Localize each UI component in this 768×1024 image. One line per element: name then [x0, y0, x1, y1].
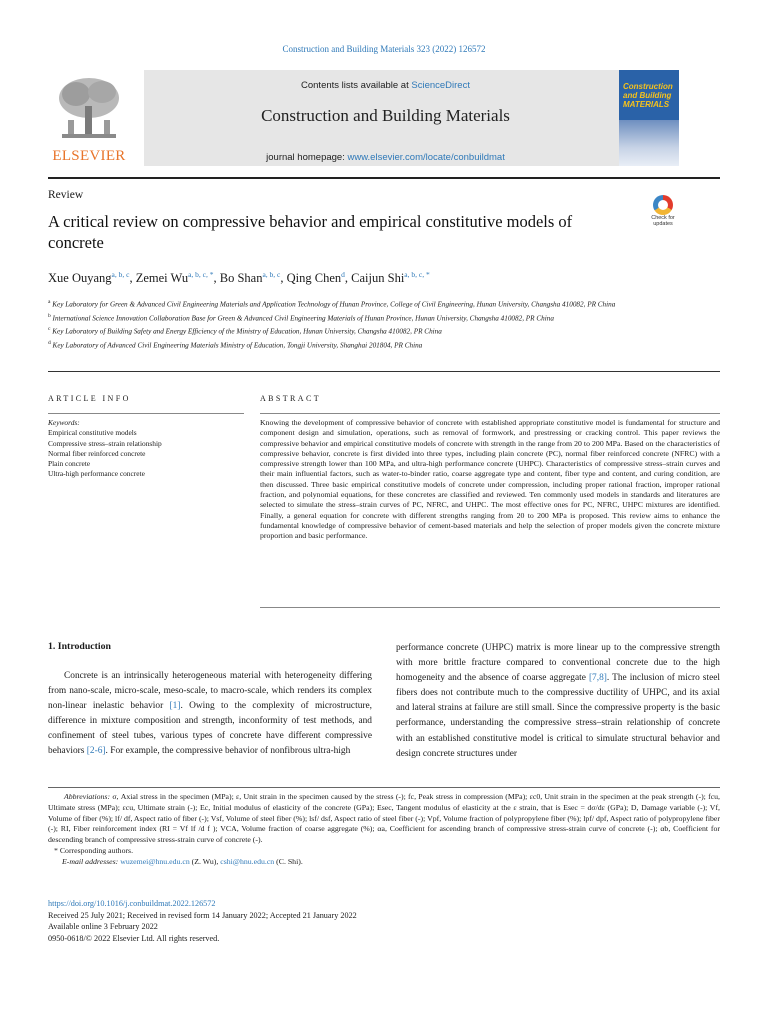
- reference-link[interactable]: [2-6]: [86, 746, 106, 757]
- cover-title-line3: MATERIALS: [623, 100, 670, 109]
- crossmark-icon: [653, 195, 673, 215]
- keyword-item[interactable]: Empirical constitutive models: [48, 428, 137, 438]
- publication-info: [48, 898, 720, 944]
- online-date: Available online 3 February 2022: [48, 922, 158, 932]
- homepage-link[interactable]: www.elsevier.com/locate/conbuildmat: [347, 152, 505, 163]
- elsevier-tree-icon: [54, 72, 124, 144]
- abstract-heading: ABSTRACT: [260, 394, 321, 403]
- affiliation-text: Key Laboratory for Green & Advanced Civil Engineering Materials and Application Technology of Hunan Province, College of Civil Engineering, Hunan University, Changsha 410082, PR China: [52, 300, 616, 309]
- article-info-divider: [48, 413, 244, 414]
- author-affiliation-marker[interactable]: a, b, c, *: [404, 270, 430, 279]
- affiliation-list: [48, 297, 688, 351]
- body-column-left: [48, 669, 372, 760]
- author-name[interactable]: Zemei Wu: [135, 271, 189, 286]
- affiliation-label: c: [48, 326, 51, 333]
- email-footnote: [48, 857, 720, 868]
- body-text: performance concrete (UHPC) matrix is more linear up to the compressive strength with more brittle fracture compared to conventional concrete due to the high homogeneity and the absence of coarse aggregate: [396, 643, 720, 684]
- section-heading-introduction: 1. Introduction: [48, 641, 111, 652]
- masthead-divider: [48, 177, 720, 179]
- contents-prefix: Contents lists available at: [301, 80, 412, 91]
- affiliation-item: [48, 338, 688, 351]
- keywords-label: Keywords:: [48, 418, 80, 427]
- abstract-divider: [260, 413, 720, 414]
- journal-citation-link[interactable]: Construction and Building Materials 323 (2022) 126572: [282, 44, 486, 54]
- author-list: Xue Ouyang$^{a, b, c}$, Zemei $Wu^{a, b, c, *}$, Bo Shan$^{a, b, c}$, Qing Chen$^d$, Caijun Shi$^{a, b, c, *}$: [48, 270, 430, 286]
- journal-info-band: [144, 70, 627, 166]
- email-owner-wu: (Z. Wu),: [189, 856, 221, 866]
- email-link-shi[interactable]: cshi@hnu.edu.cn: [220, 856, 275, 866]
- abbreviations-label: Abbreviations:: [64, 792, 111, 801]
- body-text: . The inclusion of micro steel fibers does not contribute much to the compressive ductility of UHPC, and its axial and lateral strains at failure are still small. Since the compressive property is the basic performance, understanding the compressive stress–strain relationship of concrete with an established constitutive model is critical to simulate structural behavior and design concrete structures under: [396, 673, 720, 759]
- journal-masthead: [48, 70, 720, 170]
- abstract-end-divider: [260, 607, 720, 608]
- affiliation-item: [48, 297, 688, 310]
- article-info-top-divider: [48, 371, 720, 372]
- author-affiliation-marker[interactable]: a, b, c: [262, 270, 281, 279]
- keywords-block: [48, 418, 244, 480]
- author-name[interactable]: Qing Chen: [286, 271, 342, 286]
- article-info-heading: ARTICLE INFO: [48, 394, 131, 403]
- affiliation-label: b: [48, 312, 51, 319]
- corresponding-authors-note: * Corresponding authors.: [54, 845, 134, 855]
- affiliation-label: a: [48, 299, 51, 305]
- cover-title-line1: Construction: [623, 82, 673, 91]
- reference-link[interactable]: [7,8]: [588, 673, 607, 684]
- article-type: Review: [48, 189, 84, 201]
- affiliation-item: [48, 311, 688, 324]
- keyword-item[interactable]: Compressive stress–strain relationship: [48, 438, 162, 448]
- abstract-text: Knowing the development of compressive behavior of concrete with established appropriate constitutive model is fundamental for structure and component design and simulation, operations, such as removal of formwork, and prestressing or cracking control. This paper reviews the compressive behavior and empirical constitutive models of concrete with strength in the range from 20 to 200 MPa. Based on the characteristics of compressive behavior, concrete is first divided into three types, including plain concrete (PC), normal fiber reinforced concrete (NFRC) with a compressive strength lower than 100 MPa, and ultra-high performance concrete (UHPC). Characteristics of compressive stress–strain curves and their main influential factors, such as water-to-binder ratio, coarse aggregate type and content, fiber type and content, and curing condition, are then discussed. Three basic empirical constitutive models of concrete under compression, including proper rational fraction, improper rational fraction, and polynomial equations, for these concretes are classified and reviewed. Ten commonly used models in standards and literatures are selected to simulate the stress–strain curves of PC, NFRC, and UHPC. The most effective ones for PC, NFRC, UHPC mixtures are identified. Finally, a general equation for concrete with different strengths ranging from 20 to 200 MPa is proposed. This review aims to enhance the fundamental knowledge of compressive behavior of cement-based materials and help the selection of proper models given the concrete mixture proportion and basic performance.: [260, 418, 720, 541]
- reference-link[interactable]: [1]: [169, 701, 181, 712]
- elsevier-wordmark: ELSEVIER: [52, 148, 126, 164]
- cover-title-line2: and Building: [623, 91, 672, 100]
- email-label: E-mail addresses:: [62, 856, 119, 866]
- body-text: . For example, the compressive behavior of nonfibrous ultra-high: [105, 746, 351, 757]
- cover-image: [619, 120, 679, 166]
- cover-title: [623, 82, 677, 109]
- affiliation-label: d: [48, 339, 51, 346]
- keyword-item[interactable]: Ultra-high performance concrete: [48, 469, 145, 479]
- body-text: Concrete is an intrinsically heterogeneous material with heterogeneity differing from nano-scale, micro-scale, meso-scale, to macro-scale, which renders its complex non-linear inelastic behavior: [48, 671, 372, 712]
- contents-availability: [144, 80, 627, 91]
- footnotes: [48, 792, 720, 868]
- footnote-divider: [48, 787, 720, 788]
- author-affiliation-marker[interactable]: a, b, c: [111, 270, 130, 279]
- keyword-item[interactable]: Normal fiber reinforced concrete: [48, 448, 146, 458]
- author-affiliation-marker[interactable]: a, b, c, *: [188, 270, 214, 279]
- affiliation-item: [48, 324, 688, 337]
- article-title: A critical review on compressive behavior and empirical constitutive models of concrete: [48, 212, 573, 252]
- journal-cover-thumbnail[interactable]: [619, 70, 679, 166]
- doi-link[interactable]: https://doi.org/10.1016/j.conbuildmat.2022.126572: [48, 899, 216, 908]
- homepage-prefix: journal homepage:: [266, 152, 348, 163]
- crossmark-label: Check for updates: [651, 215, 675, 227]
- sciencedirect-link[interactable]: ScienceDirect: [411, 80, 470, 91]
- abbreviations-footnote: [48, 792, 720, 846]
- journal-name[interactable]: Construction and Building Materials: [261, 106, 510, 125]
- check-for-updates-button[interactable]: [650, 195, 676, 229]
- affiliation-text: Key Laboratory of Building Safety and Energy Efficiency of the Ministry of Education, Hunan University, Changsha 410082, PR China: [52, 327, 442, 336]
- affiliation-text: International Science Innovation Collaboration Base for Green & Advanced Civil Engineering Materials of Hunan Province, Hunan University, Changsha 410082, PR China: [52, 313, 554, 322]
- journal-homepage: [144, 152, 627, 163]
- abbreviations-text: σ, Axial stress in the specimen (MPa); ε, Unit strain in the specimen caused by the stress (-); fc, Peak stress in compression (MPa); εc0, Unit strain in the specimen at the peak strength (-); fcu, Ultimate stress (MPa); εcu, Ultimate strain (-); Ec, Initial modulus of elasticity of the concrete (GPa); Esec, Tangent modulus of elasticity at the ε strain, that is Esec = dσ/dε (GPa); D, Damage variable (-); Vf, Volume of fiber (%); lf/ df, Aspect ratio of fiber (-); Vsf, Volume of steel fiber (%); lsf/ dsf, Aspect ratio of steel fiber (-); Vpf, Volume fraction of polypropylene fiber (%); lpf/ dpf, Aspect ratio of polypropylene fiber (-); RI, Fiber reinforcement index (RI = Vf lf /d f ); VCA, Volume fraction of coarse aggregate (%); αa, Coefficient for ascending branch of compressive stress-strain curve of concrete (-); αb, Coefficient for descending branch of compressive stress-strain curve of concrete (-).: [48, 792, 721, 845]
- body-column-right: [396, 641, 720, 762]
- author-name[interactable]: Caijun Shi: [351, 271, 405, 286]
- body-text: . Owing to the complexity of microstructure, difference in mixture composition and strength, inconformity of test methods, and confinement of steel tubes, various types of concrete have different compressive behaviors: [48, 701, 373, 757]
- affiliation-text: Key Laboratory of Advanced Civil Engineering Materials Ministry of Education, Tongji University, Shanghai 201804, PR China: [52, 341, 423, 350]
- email-link-wu[interactable]: wuzemei@hnu.edu.cn: [120, 856, 190, 866]
- email-owner-shi: (C. Shi).: [274, 856, 303, 866]
- author-name[interactable]: Xue Ouyang: [48, 271, 112, 286]
- elsevier-logo[interactable]: [48, 70, 130, 166]
- copyright-notice: 0950-0618/© 2022 Elsevier Ltd. All rights reserved.: [48, 933, 220, 943]
- author-affiliation-marker[interactable]: d: [341, 270, 345, 279]
- publication-history: Received 25 July 2021; Received in revised form 14 January 2022; Accepted 21 January 2022: [48, 910, 357, 920]
- author-name[interactable]: Bo Shan: [219, 271, 263, 286]
- keyword-item[interactable]: Plain concrete: [48, 459, 91, 469]
